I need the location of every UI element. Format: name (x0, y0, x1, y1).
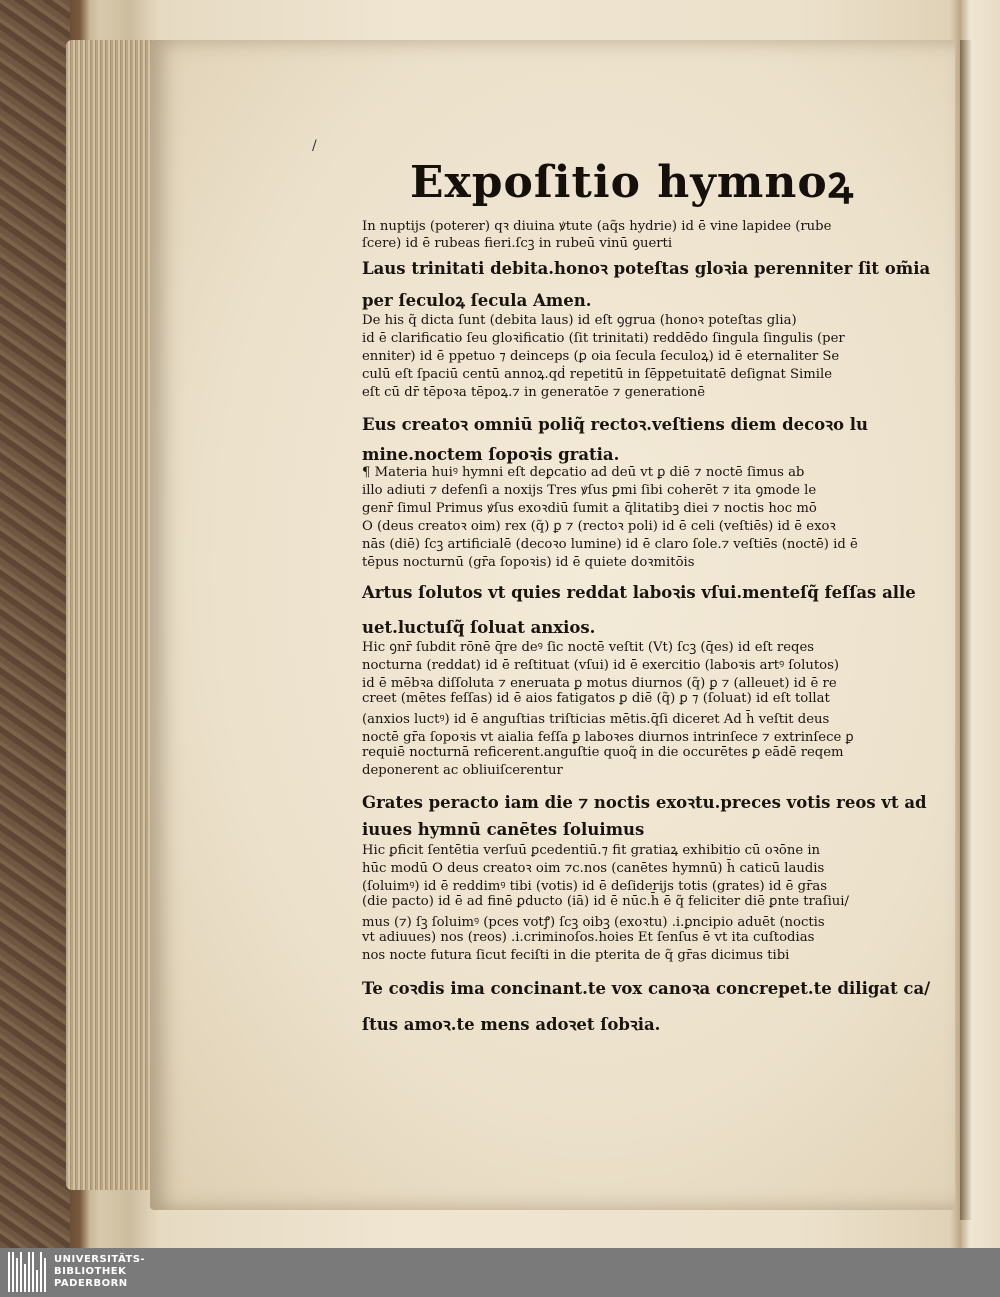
verse-line: Laus trinitati debita.honoꝛ poteſtas gloꝛia perenniter ſit om̃ia (362, 259, 931, 278)
text-line: hūc modū O deus creatoꝛ oim ⁊c.nos (canētes hymnū) h̄ caticū laudis (362, 861, 825, 876)
verse-line: iuues hymnū canētes ſoluimus (362, 820, 645, 839)
text-line: nocturna (reddat) id ē reſtituat (vſui) id ē exercitio (laboꝛis artꝰ ſolutos) (362, 658, 839, 673)
text-line: id ē mēbꝛa diſſoluta ⁊ eneruata ꝑ motus diurnos (q̃) ꝑ ⁊ (alleuet) id ē re (362, 676, 837, 691)
library-logo-line: BIBLIOTHEK (54, 1266, 127, 1277)
library-logo-text (54, 1254, 145, 1290)
text-line: deponerent ac obliuiſcerentur (362, 763, 563, 778)
verse-line: Artus ſolutos vt quies reddat laboꝛis vſui.menteſq̃ feſſas alle (362, 583, 916, 602)
verse-line: Grates peracto iam die ⁊ noctis exoꝛtu.preces votis reos vt ad (362, 793, 927, 812)
text-line: noctē gr̄a ſopoꝛis vt aialia feſſa ꝑ laboꝛes diurnos intrinſece ⁊ extrinſece ꝑ (362, 730, 854, 745)
text-line: culū eſt ſpaciū centū annoꝝ.qḋ repetitū in ſēppetuitatē deſignat Simile (362, 367, 833, 382)
text-line: illo adiuti ⁊ defenſi a noxijs Tres ꝟſus ꝑmi ſibi coherēt ⁊ ita ꝯmode le (362, 483, 817, 498)
text-line: nos nocte futura ſicut feciſti in die pterita de q̃ gr̄as dicimus tibi (362, 948, 790, 963)
page-title: Expoſitio hymnoꝝ (410, 157, 855, 208)
text-line: O (deus creatoꝛ oim) rex (q̃) ꝑ ⁊ (rectoꝛ poli) id ē celi (veſtiēs) id ē exoꝛ (362, 519, 836, 534)
text-line: In nuptijs (poterer) qꝛ diuina ꝟtute (aq̃s hydrie) id ē vine lapidee (rube (362, 219, 832, 234)
library-logo (8, 1252, 145, 1292)
text-line: ¶ Materia huiꝰ hymni eſt deꝑcatio ad deū vt ꝑ diē ⁊ noctē ſimus ab (362, 465, 805, 480)
text-line: Hic ꝑficit ſentētia verſuū ꝑcedentiū.⁊ fit gratiaꝝ exhibitio cū oꝛōne in (362, 843, 821, 858)
footer-bar (0, 1248, 1000, 1297)
text-line: (anxios luctꝰ) id ē anguſtias triſticias mētis.q̄ſi diceret Ad h̄ veſtit deus (362, 712, 830, 727)
text-line: vt adiuues) nos (reos) .i.criminoſos.hoies Et ſenſus ē vt ita cuſtodias (362, 930, 815, 945)
text-line: mus (⁊) ſꝫ ſoluimꝰ (pces votꝭ) ſcꝫ oibꝫ (exoꝛtu) .i.ꝑncipio aduēt (noctis (362, 915, 825, 930)
text-line: genr̄ ſimul Primus ꝟſus exoꝛdiū ſumit a q̄litatibꝫ diei ⁊ noctis hoc mō (362, 501, 817, 516)
text-line: creet (mētes feſſas) id ē aios fatigatos ꝑ diē (q̃) ꝑ ⁊ (ſoluat) id eſt tollat (362, 691, 830, 706)
text-line: (ſoluimꝰ) id ē reddimꝰ tibi (votis) id ē deſiderijs totis (grates) id ē gr̄as (362, 879, 827, 894)
text-line: id ē clarificatio ſeu gloꝛificatio (ſit trinitati) reddēdo ſingula ſingulis (per (362, 331, 845, 346)
text-line: De his q̃ dicta ſunt (debita laus) id eſt ꝯgrua (honoꝛ poteſtas glia) (362, 313, 797, 328)
verse-line: uet.luctuſq̃ ſoluat anxios. (362, 618, 596, 637)
verse-line: ſtus amoꝛ.te mens adoꝛet ſobꝛia. (362, 1015, 661, 1034)
page-edges (66, 40, 152, 1190)
verse-line: Te coꝛdis ima concinant.te vox canoꝛa concrepet.te diligat ca/ (362, 979, 931, 998)
text-line: eſt cū dr̄ tēpoꝛa tēpoꝝ.⁊ in generatōe ⁊ generationē (362, 385, 706, 400)
text-line: nās (diē) ſcꝫ artificialē (decoꝛo lumine) id ē claro ſole.⁊ veſtiēs (noctē) id ē (362, 537, 858, 552)
text-line: Hic ꝯnr̄ ſubdit rōnē q̄re deꝰ ſic noctē veſtit (Vt) ſcꝫ (q̄es) id eſt reqes (362, 640, 815, 655)
book-cover-leather (0, 0, 70, 1248)
text-line: requiē nocturnā reficerent.anguſtie quoq̃ in die occurētes ꝑ eādē reqem (362, 745, 844, 760)
text-line: ſcere) id ē rubeas fieri.ſcꝫ in rubeū vinū ꝯuerti (362, 236, 673, 251)
margin-mark: / (312, 138, 317, 154)
text-line: (die pacto) id ē ad finē ꝑducto (iā) id ē nūc.h̄ ē q̃ feliciter diē ꝑnte traſiui/ (362, 894, 849, 909)
text-line: enniter) id ē ppetuo ⁊ deinceps (ꝑ oia ſecula ſeculoꝝ) id ē eternaliter Se (362, 349, 840, 364)
verse-line: mine.noctem ſopoꝛis gratia. (362, 445, 620, 464)
library-logo-mark-icon (8, 1252, 46, 1292)
library-logo-line: UNIVERSITÄTS- (54, 1254, 146, 1265)
verse-line: per ſeculoꝝ ſecula Amen. (362, 291, 592, 310)
text-line: tēpus nocturnū (gr̄a ſopoꝛis) id ē quiete doꝛmitōis (362, 555, 695, 570)
facing-page-edge (960, 40, 1000, 1220)
verse-line: Eus creatoꝛ omniū poliq̃ rectoꝛ.veſtiens diem decoꝛo lu (362, 415, 869, 434)
library-logo-line: PADERBORN (54, 1278, 128, 1289)
